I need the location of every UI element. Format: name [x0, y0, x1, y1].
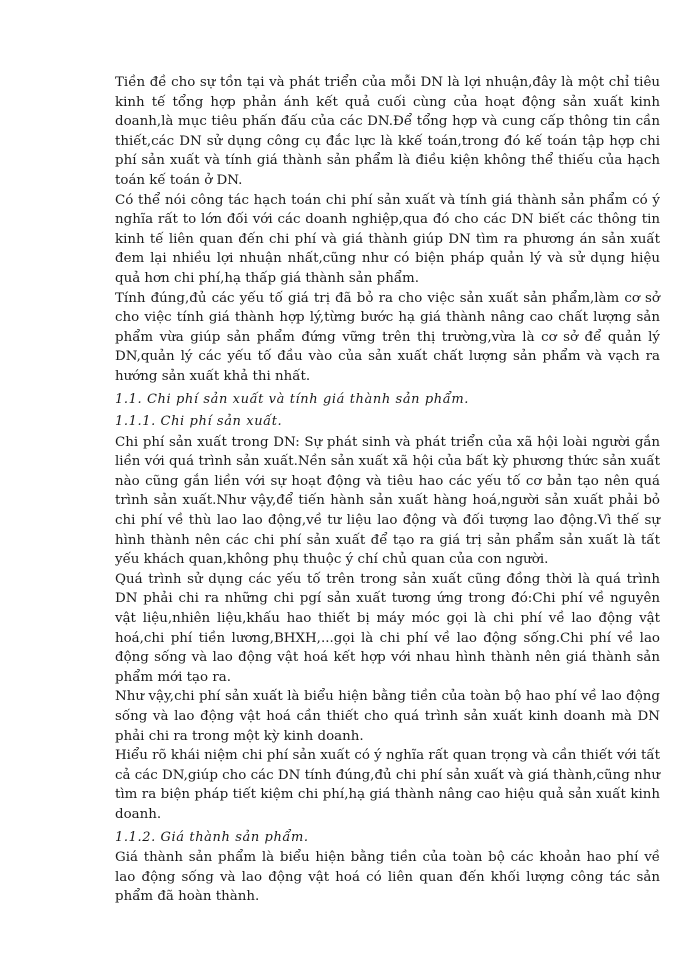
paragraph-significance: Có thể nói công tác hạch toán chi phí sản xuất và tính giá thành sản phẩm có ý nghĩa rất to lớn đối với các doanh nghiệp,qua đó cho các DN biết các thông tin kinh tế liên quan đến chi phí và giá thành giúp DN tìm ra phương án sản xuất đem lại nhiều lợi nhuận nhất,cũng như có biện pháp quản lý và sử dụng hiệu quả hơn chi phí,hạ thấp giá thành sản phẩm.	[115, 192, 660, 286]
paragraph-definition: Như vậy,chi phí sản xuất là biểu hiện bằng tiền của toàn bộ hao phí về lao động sống và lao động vật hoá cần thiết cho quá trình sản xuất kinh doanh mà DN phải chi ra trong một kỳ kinh doanh.	[115, 689, 660, 744]
paragraph-accuracy: Tính đúng,đủ các yếu tố giá trị đã bỏ ra cho việc sản xuất sản phẩm,làm cơ sở cho việc tính giá thành hợp lý,từng bước hạ giá thành nâng cao chất lượng sản phẩm vừa giúp sản phẩm đứng vững trên thị trường,vừa là cơ sở để quản lý DN,quản lý các yếu tố đầu vào của sản xuất chất lượng sản phẩm và vạch ra hướng sản xuất khả thi nhất.	[115, 290, 660, 384]
paragraph-process: Quá trình sử dụng các yếu tố trên trong sản xuất cũng đồng thời là quá trình DN phải chi ra những chi pgí sản xuất tương ứng trong đó:Chi phí về nguyên vật liệu,nhiên liệu,khấu hao thiết bị máy móc gọi là chi phí về lao động vật hoá,chi phí tiền lương,BHXH,...gọi là chi phí về lao động sống.Chi phí về lao động sống và lao động vật hoá kết hợp với nhau hình thành nên giá thành sản phẩm mới tạo ra.	[115, 571, 660, 685]
paragraph-production-cost: Chi phí sản xuất trong DN: Sự phát sinh và phát triển của xã hội loài người gắn liền với quá trình sản xuất.Nền sản xuất xã hội của bất kỳ phương thức sản xuất nào cũng gắn liền với sự hoạt động và tiêu hao các yếu tố cơ bản tạo nên quá trình sản xuất.Như vậy,để tiến hành sản xuất hàng hoá,người sản xuất phải bỏ chi phí về thù lao lao động,về tư liệu lao động và đối tượng lao động.Vì thế sự hình thành nên các chi phí sản xuất để tạo ra giá trị sản phẩm sản xuất là tất yếu khách quan,không phụ thuộc ý chí chủ quan của con người.	[115, 434, 660, 568]
section-heading-1-1-2: 1.1.2. Giá thành sản phẩm.	[115, 829, 309, 845]
section-heading-1-1-1: 1.1.1. Chi phí sản xuất.	[115, 414, 283, 430]
section-heading-1-1: 1.1. Chi phí sản xuất và tính giá thành sản phẩm.	[115, 391, 470, 407]
paragraph-product-cost: Giá thành sản phẩm là biểu hiện bằng tiền của toàn bộ các khoản hao phí về lao động sống và lao động vật hoá có liên quan đến khối lượng công tác sản phẩm đã hoàn thành.	[115, 850, 660, 905]
paragraph-understanding: Hiểu rõ khái niệm chi phí sản xuất có ý nghĩa rất quan trọng và cần thiết với tất cả các DN,giúp cho các DN tính đúng,đủ chi phí sản xuất và giá thành,cũng như tìm ra biện pháp tiết kiệm chi phí,hạ giá thành nâng cao hiệu quả sản xuất kinh doanh.	[115, 748, 660, 822]
document-body	[115, 73, 660, 907]
paragraph-intro: Tiền đề cho sự tồn tại và phát triển của mỗi DN là lợi nhuận,đây là một chỉ tiêu kinh tế tổng hợp phản ánh kết quả cuối cùng của hoạt động sản xuất kinh doanh,là mục tiêu phấn đấu của các DN.Để tổng hợp và cung cấp thông tin cần thiết,các DN sử dụng công cụ đắc lực là kkế toán,trong đó kế toán tập hợp chi phí sản xuất và tính giá thành sản phẩm là điều kiện không thể thiếu của hạch toán kế toán ở DN.	[115, 75, 660, 188]
